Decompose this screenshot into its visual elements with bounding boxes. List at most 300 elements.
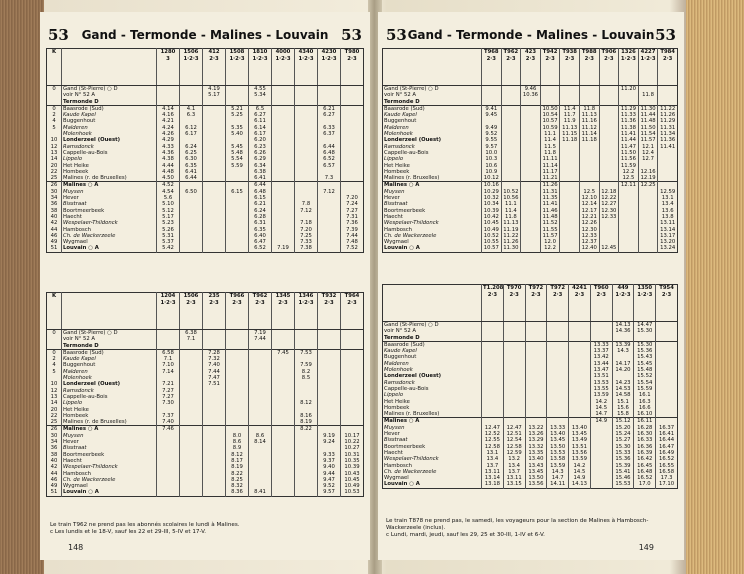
time-cell: 10.27	[341, 445, 364, 451]
time-cell: 13.14	[658, 227, 678, 233]
time-cell: 11.29	[619, 105, 639, 112]
right-page-header	[386, 26, 676, 48]
time-cell: 17.10	[656, 481, 678, 488]
time-cell: 11.31	[540, 189, 560, 195]
time-cell: 10.36	[521, 92, 541, 98]
train-number: 1326	[621, 49, 636, 55]
time-cell: 11.4	[501, 208, 521, 214]
time-cell: 13.40	[569, 425, 591, 431]
train-header	[203, 49, 226, 86]
train-header	[180, 49, 203, 86]
train-number: 1506	[183, 49, 199, 55]
time-cell: 13.59	[569, 456, 591, 462]
time-cell: 13.7	[482, 463, 504, 469]
time-cell	[482, 341, 504, 348]
train-number: T932	[321, 293, 337, 299]
time-cell: 16.36	[634, 444, 656, 450]
time-cell: 5.26	[157, 227, 180, 233]
time-cell	[341, 105, 364, 112]
time-cell: 14.2	[590, 399, 612, 405]
time-cell	[638, 245, 658, 252]
station-name: Molenhoek	[384, 131, 413, 138]
time-cell: 6.41	[180, 169, 203, 175]
time-cell	[599, 105, 619, 112]
time-cell	[341, 343, 364, 350]
time-cell	[599, 182, 619, 189]
km-cell: 14	[50, 156, 58, 163]
time-cell: 7.28	[203, 349, 226, 356]
book-edge-right	[686, 0, 744, 574]
time-cell: 5.25	[226, 112, 249, 118]
left-footer-page: 148	[68, 543, 84, 552]
time-cell: 12.55	[482, 437, 504, 443]
time-cell: 13.35	[525, 450, 547, 456]
time-cell	[203, 419, 226, 426]
left-timetable-bottom	[46, 292, 364, 497]
time-cell: 13.45	[569, 431, 591, 437]
time-cell: 16.49	[656, 450, 678, 456]
time-cell	[503, 411, 525, 418]
time-cell	[547, 418, 569, 425]
station-name: Malines ○ A	[384, 418, 420, 425]
station-name: Baasrode (Sud)	[384, 105, 425, 112]
km-cell: 22	[50, 412, 58, 419]
station-name: Muysen	[384, 188, 405, 195]
station-name: Gand (St-Pierre) ○ D	[62, 330, 157, 337]
station-name: Kaude Kapel	[384, 348, 417, 355]
time-cell: 10.49	[482, 227, 502, 233]
station-name: Baasrode (Sud)	[62, 349, 157, 356]
station-name: Malderen	[384, 124, 409, 131]
time-cell: 6.48	[249, 189, 272, 195]
time-cell: 15.12	[612, 418, 634, 425]
station-name: Muysen	[62, 433, 157, 439]
time-cell: 13.2	[503, 456, 525, 462]
time-cell	[503, 341, 525, 348]
time-cell: 13.53	[590, 380, 612, 386]
km-cell: 36	[50, 445, 58, 452]
train-class: 2·3	[509, 291, 519, 298]
time-cell: 7.21	[157, 381, 180, 387]
train-class: 1·2·3	[640, 55, 656, 62]
train-class: 2·3	[662, 55, 673, 62]
station-name: Malderen	[384, 360, 409, 367]
station-name: Wespelaer-Thildonck	[384, 220, 439, 227]
time-cell: 10.43	[341, 471, 364, 477]
train-class: 2·3	[209, 55, 219, 62]
time-cell	[341, 349, 364, 356]
train-number: 1204	[160, 293, 176, 299]
time-cell: 13.51	[590, 373, 612, 379]
train-header	[599, 49, 619, 86]
time-cell: 10.52	[501, 189, 521, 195]
time-cell: 11.9	[560, 118, 580, 124]
time-cell: 11.5	[540, 144, 560, 150]
time-cell	[341, 99, 364, 106]
header-row	[47, 49, 364, 86]
time-cell: 15.39	[612, 463, 634, 469]
km-cell: 26	[50, 426, 58, 433]
time-cell: 4.48	[157, 169, 180, 175]
time-cell: 5.42	[157, 245, 180, 252]
train-number: 4000	[275, 49, 291, 55]
time-cell: 12.52	[482, 431, 504, 437]
time-cell: 8.6	[226, 439, 249, 445]
time-cell	[272, 330, 295, 337]
time-cell: 6.15	[249, 195, 272, 201]
train-number: T984	[660, 49, 675, 55]
station-name: Wygmael	[384, 239, 409, 246]
train-class: 2·3	[209, 299, 219, 306]
time-cell: 17.3	[656, 475, 678, 481]
time-cell	[482, 99, 502, 106]
train-header	[547, 285, 569, 322]
time-cell: 5.37	[157, 239, 180, 245]
time-cell: 11.14	[579, 131, 599, 137]
time-cell: 16.10	[634, 411, 656, 418]
time-cell: 16.55	[656, 463, 678, 469]
right-timetable-bottom	[382, 284, 678, 489]
time-cell: 6.37	[318, 131, 341, 137]
time-cell: 10.39	[341, 464, 364, 470]
train-header	[226, 49, 249, 86]
time-cell: 11.36	[619, 118, 639, 124]
time-cell	[540, 99, 560, 106]
time-cell: 16.33	[634, 437, 656, 443]
time-cell: 6.25	[180, 150, 203, 156]
time-cell: 11.54	[638, 131, 658, 137]
time-cell: 11.52	[540, 220, 560, 226]
time-cell: 10.3	[482, 156, 502, 162]
time-cell: 8.12	[226, 452, 249, 458]
time-cell	[547, 322, 569, 329]
time-cell: 13.17	[658, 233, 678, 239]
time-cell: 9.24	[318, 439, 341, 445]
right-page-number-right: 53	[655, 26, 676, 44]
station-name: Gand (St-Pierre) ○ D	[384, 322, 439, 328]
time-cell: 6.23	[249, 144, 272, 150]
time-cell: 9.46	[521, 86, 541, 93]
station-name: Ramsdonck	[62, 388, 157, 394]
station-name: Hombeek	[62, 413, 157, 419]
train-header	[272, 293, 295, 330]
time-cell	[157, 343, 180, 350]
time-cell: 11.55	[540, 227, 560, 233]
time-cell: 8.12	[295, 400, 318, 406]
time-cell: 13.56	[525, 481, 547, 488]
time-cell: 13.37	[590, 348, 612, 354]
time-cell: 14.11	[547, 481, 569, 488]
time-cell: 15.36	[612, 456, 634, 462]
time-cell: 15.8	[612, 411, 634, 418]
station-name: Buggenhout	[384, 118, 417, 125]
km-cell: 2	[52, 112, 56, 119]
time-cell: 7.14	[157, 369, 180, 375]
time-cell: 14.17	[612, 361, 634, 367]
time-cell: 16.45	[634, 463, 656, 469]
train-number: 4340	[298, 49, 314, 55]
station-name: Cappelle-au-Bois	[384, 385, 429, 392]
train-class: 2·3	[596, 291, 606, 298]
time-cell: 13.40	[525, 456, 547, 462]
time-cell: 8.17	[226, 458, 249, 464]
time-cell: 6.24	[180, 144, 203, 150]
time-cell	[295, 182, 318, 189]
train-number: 1346	[298, 293, 314, 299]
time-cell: 14.5	[590, 405, 612, 411]
km-cell: 40	[50, 213, 58, 220]
station-name: Lippelo	[62, 156, 157, 162]
time-cell: 6.17	[249, 131, 272, 137]
left-footnote-2: c Les lundis et le 18-V, sauf les 22 et 29-III, 5-IV et 17-V.	[50, 528, 207, 535]
time-cell: 6.34	[249, 163, 272, 169]
time-cell	[501, 99, 521, 106]
time-cell: 10.17	[341, 433, 364, 439]
time-cell: 5.17	[203, 92, 226, 98]
time-cell: 7.20	[295, 227, 318, 233]
train-header	[203, 293, 226, 330]
time-cell: 12.21	[579, 214, 599, 220]
time-cell	[501, 86, 521, 93]
station-name: Wygmael	[62, 483, 157, 489]
train-class: 2·3	[564, 55, 575, 62]
time-cell: 7.44	[249, 336, 272, 342]
station-name: Louvain ○ A	[62, 245, 157, 252]
time-cell: 11.22	[501, 233, 521, 239]
time-cell: 13.59	[547, 463, 569, 469]
time-cell: 6.3	[180, 112, 203, 118]
km-cell: 0	[52, 349, 56, 356]
time-cell	[501, 175, 521, 182]
time-cell: 17.0	[634, 481, 656, 488]
time-cell: 11.35	[540, 195, 560, 201]
station-name: Het Heike	[384, 398, 410, 405]
time-cell: 16.58	[656, 469, 678, 475]
station-name: Kaude Kapel	[62, 112, 157, 118]
time-cell: 8.22	[295, 426, 318, 433]
km-cell: 38	[50, 451, 58, 458]
time-cell: 12.30	[599, 208, 619, 214]
time-cell: 4.21	[157, 118, 180, 124]
time-cell: 13.11	[658, 220, 678, 226]
time-cell: 7.44	[341, 233, 364, 239]
time-cell: 6.44	[318, 144, 341, 150]
time-cell	[318, 426, 341, 433]
train-class: 2·3	[347, 55, 357, 62]
time-cell	[203, 105, 226, 112]
time-cell: 6.52	[249, 245, 272, 252]
time-cell: 4.36	[157, 150, 180, 156]
station-name: Het Heike	[62, 163, 157, 169]
time-cell: 10.50	[540, 105, 560, 112]
time-cell: 11.4	[540, 137, 560, 143]
train-header	[180, 293, 203, 330]
time-cell: 4.14	[157, 105, 180, 112]
station-name: Malderen	[62, 369, 157, 375]
time-cell	[157, 330, 180, 337]
time-cell: 7.59	[295, 362, 318, 368]
time-cell	[560, 182, 580, 189]
km-cell: 14	[50, 400, 58, 407]
time-cell: 11.31	[658, 125, 678, 131]
time-cell: 9.55	[482, 137, 502, 143]
time-cell: 7.40	[203, 362, 226, 368]
time-cell	[482, 411, 504, 418]
time-cell: 6.38	[249, 169, 272, 175]
time-cell: 11.18	[579, 137, 599, 143]
time-cell: 11.41	[540, 201, 560, 207]
time-cell: 6.5	[249, 105, 272, 112]
train-header	[619, 49, 639, 86]
km-cell: 30	[50, 188, 58, 195]
time-cell: 15.36	[634, 348, 656, 354]
train-number: 1810	[252, 49, 268, 55]
time-cell: 4.16	[157, 112, 180, 118]
train-number: T968	[483, 49, 499, 55]
km-cell: 42	[50, 464, 58, 471]
time-cell: 11.14	[540, 163, 560, 169]
time-cell: 11.38	[619, 125, 639, 131]
time-cell: 11.20	[619, 86, 639, 93]
time-cell	[249, 343, 272, 350]
train-class: 1·2·3	[321, 55, 337, 62]
time-cell	[249, 419, 272, 426]
time-cell	[272, 105, 295, 112]
time-cell: 5.12	[157, 208, 180, 214]
km-header: K	[47, 293, 62, 330]
time-cell	[569, 322, 591, 329]
time-cell: 11.21	[540, 175, 560, 182]
time-cell: 15.33	[612, 450, 634, 456]
time-cell: 5.31	[157, 233, 180, 239]
table-row	[47, 489, 364, 496]
time-cell: 10.45	[341, 477, 364, 483]
train-header	[295, 293, 318, 330]
time-cell: 12.54	[503, 437, 525, 443]
train-header	[157, 49, 180, 86]
station-name: Boortmeerbeek	[384, 207, 426, 214]
km-cell: 22	[50, 168, 58, 175]
time-cell	[226, 349, 249, 356]
train-number: T954	[659, 285, 674, 291]
station-name: Londerzeel (Ouest)	[384, 137, 442, 144]
time-cell	[482, 86, 502, 93]
time-cell	[157, 489, 180, 496]
train-number: T964	[344, 293, 360, 299]
time-cell: 10.12	[482, 175, 502, 182]
time-cell	[295, 86, 318, 93]
right-timetable-top	[382, 48, 678, 253]
time-cell: 11.30	[638, 105, 658, 112]
time-cell: 13.7	[503, 469, 525, 475]
right-footnote-1: Le train T878 ne prend pas, le samedi, les voyageurs pour la section de Malines à Hambosch-Wackerzeele (inclus).	[386, 518, 649, 531]
time-cell: 9.57	[318, 489, 341, 496]
station-name: Hever	[384, 195, 400, 202]
train-class: 2·3	[324, 299, 334, 306]
table-row	[383, 335, 678, 342]
time-cell	[547, 411, 569, 418]
time-cell: 10.22	[341, 439, 364, 445]
time-cell	[525, 411, 547, 418]
station-name: Termonde D	[384, 98, 420, 105]
time-cell	[295, 330, 318, 337]
table-row	[47, 86, 364, 93]
km-cell: 34	[50, 195, 58, 202]
time-cell: 16.52	[656, 456, 678, 462]
time-cell	[272, 182, 295, 189]
time-cell: 12.11	[619, 182, 639, 189]
station-header	[62, 49, 157, 86]
time-cell: 12.17	[579, 208, 599, 214]
time-cell	[318, 343, 341, 350]
station-name: Malines (r. de Bruxelles)	[62, 419, 157, 426]
time-cell: 8.14	[249, 439, 272, 445]
time-cell	[341, 182, 364, 189]
left-page-header	[48, 26, 362, 48]
time-cell: 6.33	[318, 125, 341, 131]
time-cell: 11.30	[501, 245, 521, 252]
time-cell: 6.52	[318, 156, 341, 162]
time-cell	[272, 426, 295, 433]
time-cell: 12.14	[579, 201, 599, 207]
train-header	[658, 49, 678, 86]
time-cell	[521, 175, 541, 182]
left-timetable-top	[46, 48, 364, 253]
time-cell: 11.26	[501, 239, 521, 245]
time-cell	[157, 99, 180, 106]
time-cell: 12.2	[619, 169, 639, 175]
time-cell: 13.59	[590, 392, 612, 398]
time-cell: 16.30	[634, 431, 656, 437]
time-cell: 13.15	[503, 481, 525, 488]
time-cell	[295, 105, 318, 112]
time-cell: 4.29	[157, 137, 180, 143]
train-class: 2·3	[545, 55, 555, 62]
train-header	[590, 285, 612, 322]
station-name: Hambosch	[384, 462, 413, 469]
time-cell: 4.26	[157, 131, 180, 137]
table-row	[383, 481, 678, 488]
station-name: Lippelo	[384, 156, 404, 163]
time-cell	[579, 99, 599, 106]
time-cell: 11.17	[540, 169, 560, 175]
time-cell: 7.19	[249, 330, 272, 337]
time-cell	[658, 86, 678, 93]
time-cell	[203, 182, 226, 189]
time-cell: 7.1	[157, 356, 180, 362]
time-cell	[634, 335, 656, 342]
km-cell: 51	[50, 245, 58, 252]
station-name: Haecht	[384, 449, 403, 456]
train-header	[157, 293, 180, 330]
time-cell	[203, 330, 226, 337]
train-class: 2·3	[347, 299, 357, 306]
station-name: Bisstraat	[384, 437, 408, 444]
km-cell: 5	[52, 124, 56, 131]
time-cell: 12.16	[638, 169, 658, 175]
time-cell: 13.6	[658, 208, 678, 214]
time-cell	[521, 99, 541, 106]
time-cell: 11.48	[540, 214, 560, 220]
time-cell: 13.24	[658, 245, 678, 252]
time-cell: 15.48	[634, 367, 656, 373]
time-cell: 7.48	[341, 239, 364, 245]
left-page-title: Gand - Termonde - Malines - Louvain	[81, 28, 329, 42]
time-cell: 12.4	[638, 150, 658, 156]
time-cell: 7.47	[203, 375, 226, 381]
left-footnote-1: Le train T962 ne prend pas les abonnés scolaires le lundi à Malines.	[50, 522, 240, 528]
station-header	[383, 285, 482, 322]
